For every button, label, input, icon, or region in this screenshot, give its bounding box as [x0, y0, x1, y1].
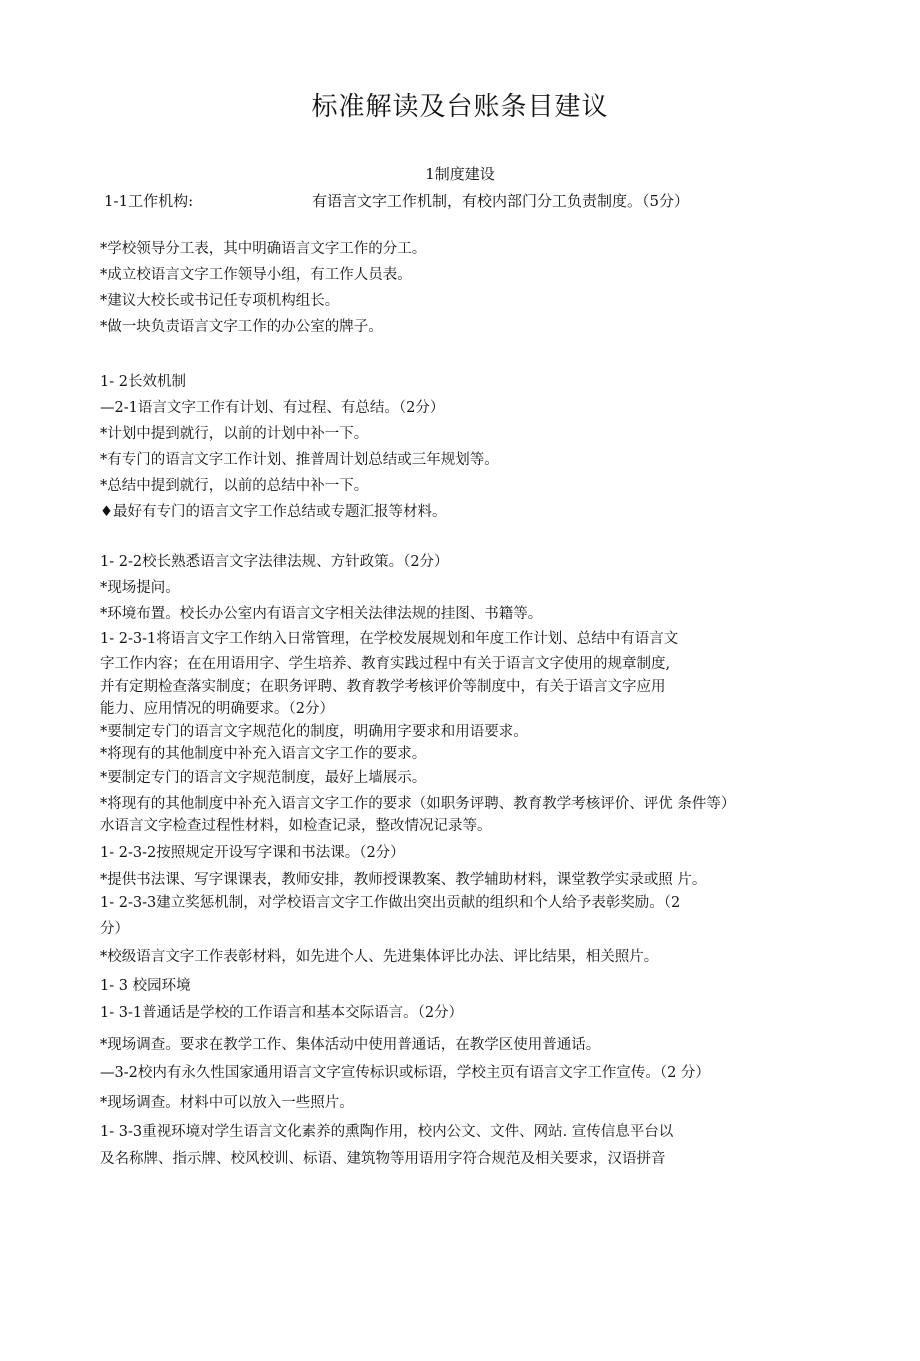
text-line: 及名称牌、指示牌、校风校训、标语、建筑物等用语用字符合规范及相关要求，汉语拼音: [100, 1151, 666, 1167]
text-line: *要制定专门的语言文字规范化的制度，明确用字要求和用语要求。: [100, 724, 528, 740]
text-line: 字工作内容；在在用语用字、学生培养、教育实践过程中有关于语言文字使用的规章制度,: [100, 656, 671, 672]
item-label: 1-1工作机构:: [104, 192, 194, 210]
text-line: *现场调查。要求在教学工作、集体活动中使用普通话，在教学区使用普通话。: [100, 1037, 601, 1053]
section-heading: 1制度建设: [425, 165, 495, 183]
text-line: 分）: [100, 921, 129, 937]
text-line: 并有定期检查落实制度；在职务评聘、教育教学考核评价等制度中，有关于语言文字应用: [100, 679, 666, 695]
text-line: 1- 3-1普通话是学校的工作语言和基本交际语言。（2分）: [100, 1005, 464, 1021]
text-line: 能力、应用情况的明确要求。（2分）: [100, 701, 334, 717]
text-line: *计划中提到就行，以前的计划中补一下。: [100, 426, 369, 442]
text-line: *现场调查。材料中可以放入一些照片。: [100, 1095, 354, 1111]
text-line: *有专门的语言文字工作计划、推普周计划总结或三年规划等。: [100, 452, 499, 468]
text-line: *现场提问。: [100, 580, 180, 596]
text-line: 1- 3-3重视环境对学生语言文化素养的熏陶作用，校内公文、文件、网站. 宣传信息平台以: [100, 1124, 674, 1140]
text-line: 1- 2-3-1将语言文字工作纳入日常管理，在学校发展规划和年度工作计划、总结中有语言文: [100, 631, 679, 647]
text-line: 1- 3 校园环境: [100, 978, 191, 994]
text-line: *环境布置。校长办公室内有语言文字相关法律法规的挂图、书籍等。: [100, 606, 543, 622]
text-line: 1- 2-3-2按照规定开设写字课和书法课。（2分）: [100, 845, 405, 861]
item-description: 有语言文字工作机制，有校内部门分工负责制度。（5分）: [312, 192, 690, 210]
text-line: —3-2校内有永久性国家通用语言文字宣传标识或标语，学校主页有语言文字工作宣传。（2 分）: [100, 1065, 710, 1081]
text-line: 水语言文字检查过程性材料，如检查记录，整改情况记录等。: [100, 818, 492, 834]
text-line: *将现有的其他制度中补充入语言文字工作的要求（如职务评聘、教育教学考核评价、评优 条件等）: [100, 796, 736, 812]
text-line: 1- 2长效机制: [100, 374, 186, 390]
text-line: ♦最好有专门的语言文字工作总结或专题汇报等材料。: [100, 504, 447, 520]
text-line: —2-1语言文字工作有计划、有过程、有总结。（2分）: [100, 400, 445, 416]
text-line: *成立校语言文字工作领导小组，有工作人员表。: [100, 267, 412, 283]
text-line: *校级语言文字工作表彰材料，如先进个人、先进集体评比办法、评比结果，相关照片。: [100, 949, 659, 965]
text-line: *提供书法课、写字课课表，教师安排，教师授课教案、教学辅助材料，课堂教学实录或照 片。: [100, 872, 707, 888]
text-line: 1- 2-2校长熟悉语言文字法律法规、方针政策。（2分）: [100, 554, 449, 570]
text-line: 1- 2-3-3建立奖惩机制，对学校语言文字工作做出突出贡献的组织和个人给予表彰奖励。（2: [100, 895, 681, 911]
text-line: *做一块负责语言文字工作的办公室的牌子。: [100, 319, 383, 335]
text-line: *总结中提到就行，以前的总结中补一下。: [100, 478, 369, 494]
text-line: *建议大校长或书记任专项机构组长。: [100, 293, 340, 309]
text-line: *将现有的其他制度中补充入语言文字工作的要求。: [100, 746, 427, 762]
text-line: *要制定专门的语言文字规范制度，最好上墙展示。: [100, 770, 427, 786]
document-title: 标准解读及台账条目建议: [311, 92, 609, 122]
text-line: *学校领导分工表，其中明确语言文字工作的分工。: [100, 241, 427, 257]
